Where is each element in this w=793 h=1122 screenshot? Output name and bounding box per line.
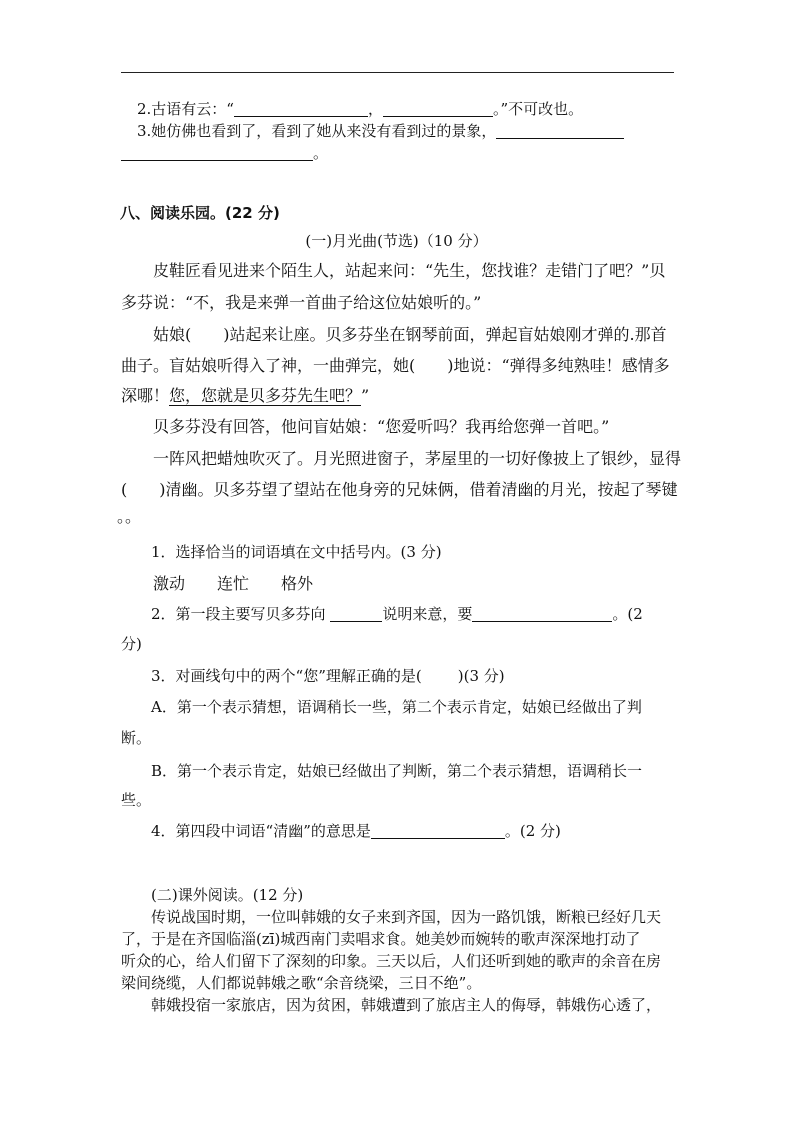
paragraph-line: 皮鞋匠看见进来个陌生人，站起来问：“先生，您找谁？走错门了吧？”贝 <box>153 261 666 280</box>
paragraph-line: 听众的心，给人们留下了深刻的印象。三天以后，人们还听到她的歌声的余音在房 <box>121 952 662 970</box>
q7-3-line: 3.她仿佛也看到了，看到了她从来没有看到过的景象， <box>137 120 624 141</box>
answer-blank[interactable] <box>121 145 313 161</box>
answer-blank[interactable] <box>371 823 505 839</box>
answer-blank[interactable] <box>496 123 624 139</box>
section8-title: 八、阅读乐园。(22 分) <box>120 204 280 222</box>
question-4: 4．第四段中词语“清幽”的意思是 。(2 分) <box>151 822 561 840</box>
answer-blank[interactable] <box>472 606 612 622</box>
option-a: A．第一个表示猜想，语调稍长一些，第二个表示肯定，姑娘已经做出了判 <box>151 698 642 716</box>
answer-blank[interactable] <box>234 101 368 117</box>
question-3: 3．对画线句中的两个“您”理解正确的是( )(3 分) <box>151 667 505 685</box>
paragraph-line: 一阵风把蜡烛吹灭了。月光照进窗子，茅屋里的一切好像披上了银纱，显得 <box>153 449 682 468</box>
underlined-sentence: 您，您就是贝多芬先生吧？ <box>169 386 362 405</box>
paragraph-line: ( )清幽。贝多芬望了望站在他身旁的兄妹俩，借着清幽的月光，按起了琴键 <box>121 480 678 499</box>
passage2-title: (二)课外阅读。(12 分) <box>151 886 304 904</box>
answer-blank[interactable] <box>383 101 493 117</box>
passage1-title: (一)月光曲(节选)（10 分） <box>305 232 488 250</box>
question-1: 1．选择恰当的词语填在文中括号内。(3 分) <box>151 543 442 561</box>
option-a-cont: 断。 <box>121 729 152 747</box>
question-2-cont: 分) <box>121 635 142 653</box>
option-b: B．第一个表示肯定，姑娘已经做出了判断，第二个表示猜想，语调稍长一 <box>151 762 643 780</box>
header-rule <box>121 72 674 73</box>
q7-3-line2: 。 <box>121 142 328 163</box>
paragraph-line: 。。 <box>117 507 142 526</box>
paragraph-line: 姑娘( )站起来让座。贝多芬坐在钢琴前面，弹起盲姑娘刚才弹的.那首 <box>153 325 667 344</box>
question-2: 2．第一段主要写贝多芬向 说明来意，要 。(2 <box>151 605 643 623</box>
paragraph-line: 深哪！您，您就是贝多芬先生吧？” <box>121 386 370 405</box>
answer-blank[interactable] <box>330 606 382 622</box>
paragraph-line: 梁间绕缆，人们都说韩娥之歌“余音绕梁，三日不绝”。 <box>121 974 482 992</box>
option-b-cont: 些。 <box>121 791 152 809</box>
paragraph-line: 韩娥投宿一家旅店，因为贫困，韩娥遭到了旅店主人的侮辱，韩娥伤心透了， <box>151 996 662 1014</box>
paragraph-line: 曲子。盲姑娘听得入了神，一曲弹完，她( )地说：“弹得多纯熟哇！感情多 <box>121 356 670 375</box>
paragraph-line: 了，于是在齐国临淄(zī)城西南门卖唱求食。她美妙而婉转的歌声深深地打动了 <box>121 930 641 948</box>
paragraph-line: 多芬说：“不，我是来弹一首曲子给这位姑娘听的。” <box>121 293 482 312</box>
paragraph-line: 贝多芬没有回答，他问盲姑娘：“您爱听吗？我再给您弹一首吧。” <box>153 417 610 436</box>
word-choices: 激动 连忙 格外 <box>153 574 314 593</box>
q7-2-line: 2.古语有云：“ ， 。”不可改也。 <box>137 100 584 118</box>
paragraph-line: 传说战国时期，一位叫韩娥的女子来到齐国，因为一路饥饿，断粮已经好几天 <box>151 908 662 926</box>
